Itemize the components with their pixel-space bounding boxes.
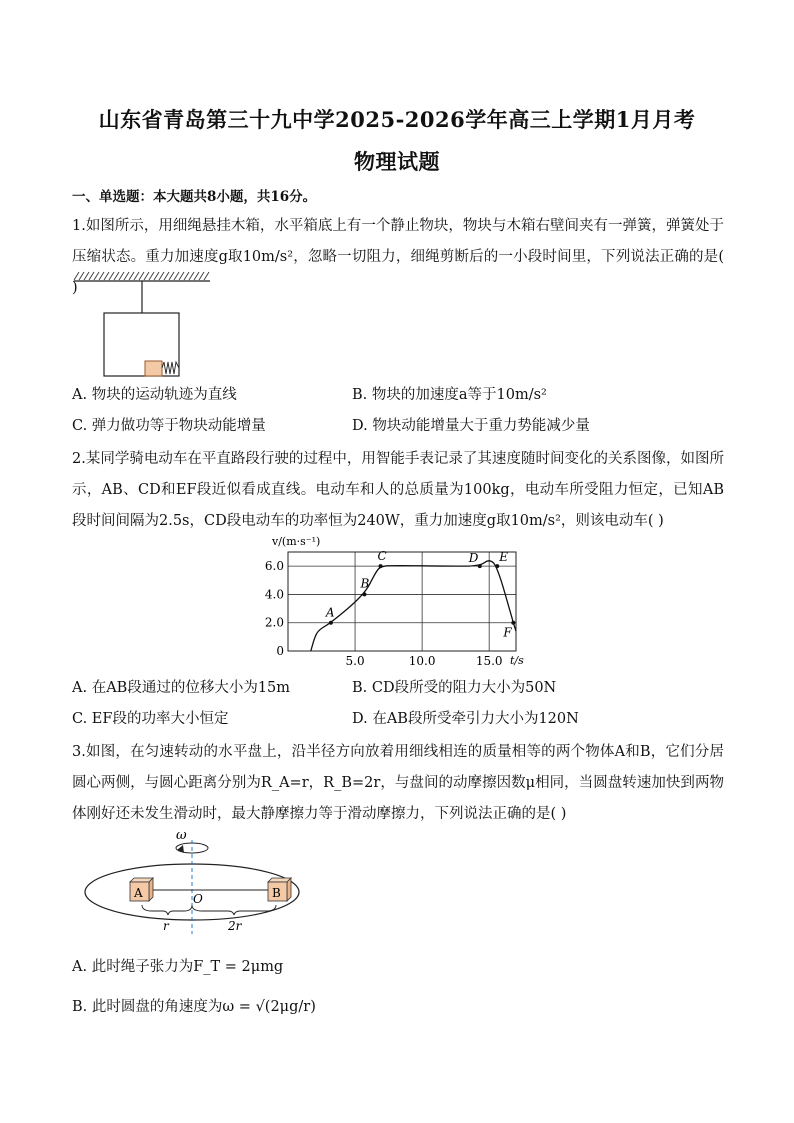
omega-label: ω — [176, 828, 187, 843]
block-b — [268, 878, 291, 901]
point-label-f: F — [503, 625, 512, 640]
point-c — [379, 564, 383, 568]
velocity-time-chart — [262, 534, 542, 670]
brace-2r — [192, 905, 276, 915]
y-tick-label: 2.0 — [264, 615, 284, 630]
center-label: O — [193, 892, 203, 906]
question-1-text: 1.如图所示，用细绳悬挂木箱，水平箱底上有一个静止物块，物块与木箱右壁间夹有一弹簧，弹簧处于压缩状态。重力加速度g取10m/s²，忽略一切阻力，细绳剪断后的一小段时间里，下列说法正确的是( ) — [72, 218, 724, 296]
plot-frame — [288, 552, 516, 651]
point-label-b: B — [360, 576, 370, 591]
q1-option-d[interactable]: D. 物块动能增量大于重力势能减少量 — [352, 418, 590, 434]
point-b — [362, 592, 366, 596]
point-label-d: D — [468, 551, 479, 566]
wooden-box — [104, 313, 179, 376]
distance-r-label: r — [163, 919, 169, 933]
exam-title: 山东省青岛第三十九中学2025-2026学年高三上学期1月月考 — [98, 107, 696, 132]
y-tick-label: 4.0 — [264, 587, 284, 602]
velocity-curve — [311, 561, 516, 651]
q2-option-c[interactable]: C. EF段的功率大小恒定 — [72, 711, 229, 727]
y-axis-label: v/(m·s⁻¹) — [272, 535, 321, 548]
point-label-a: A — [325, 605, 335, 620]
x-tick-label: 15.0 — [475, 654, 503, 668]
svg-text:B: B — [272, 886, 281, 900]
block — [145, 361, 162, 376]
x-tick-label: 10.0 — [408, 654, 436, 668]
q3-option-a[interactable]: A. 此时绳子张力为F_T = 2μmg — [72, 959, 284, 975]
distance-2r-label: 2r — [228, 919, 242, 933]
x-tick-label: 5.0 — [345, 654, 365, 668]
question-3-figure — [80, 826, 306, 938]
q2-option-d[interactable]: D. 在AB段所受牵引力大小为120N — [352, 711, 579, 727]
q3-option-b[interactable]: B. 此时圆盘的角速度为ω = √(2μg/r) — [72, 999, 316, 1015]
block-a — [130, 878, 153, 901]
point-f — [511, 621, 515, 625]
point-label-c: C — [377, 549, 387, 564]
ceiling-hatch-icon — [74, 272, 209, 280]
point-a — [329, 621, 333, 625]
point-e — [495, 564, 499, 568]
y-tick-label: 0 — [276, 644, 284, 658]
question-2-text: 2.某同学骑电动车在平直路段行驶的过程中，用智能手表记录了其速度随时间变化的关系图像，如图所示，AB、CD和EF段近似看成直线。电动车和人的总质量为100kg，电动车所受阻力恒定，已知AB段时间间隔为2.5s，CD段电动车的功率恒为240W，重力加速度g取10m/s²，则该电动车( ) — [72, 451, 724, 529]
y-tick-label: 6.0 — [264, 559, 284, 574]
point-label-e: E — [499, 550, 508, 565]
q2-option-a[interactable]: A. 在AB段通过的位移大小为15m — [72, 680, 291, 696]
question-1-figure — [72, 270, 222, 382]
x-axis-label: t/s — [510, 654, 524, 667]
section-heading: 一、单选题：本大题共8小题，共16分。 — [72, 189, 317, 205]
svg-text:A: A — [134, 886, 143, 900]
exam-subtitle: 物理试题 — [354, 149, 440, 174]
q2-option-b[interactable]: B. CD段所受的阻力大小为50N — [352, 680, 557, 696]
q1-option-c[interactable]: C. 弹力做功等于物块动能增量 — [72, 418, 266, 434]
question-3-text: 3.如图，在匀速转动的水平盘上，沿半径方向放着用细线相连的质量相等的两个物体A和B，它们分居圆心两侧，与圆心距离分别为R_A=r，R_B=2r，与盘间的动摩擦因数μ相同，当圆盘转速加快到两物体刚好还未发生滑动时，最大静摩擦力等于滑动摩擦力，下列说法正确的是( ) — [72, 744, 724, 822]
q1-option-b[interactable]: B. 物块的加速度a等于10m/s² — [352, 387, 547, 403]
brace-r — [142, 905, 192, 915]
q1-option-a[interactable]: A. 物块的运动轨迹为直线 — [72, 387, 237, 403]
spring-icon — [162, 362, 179, 374]
